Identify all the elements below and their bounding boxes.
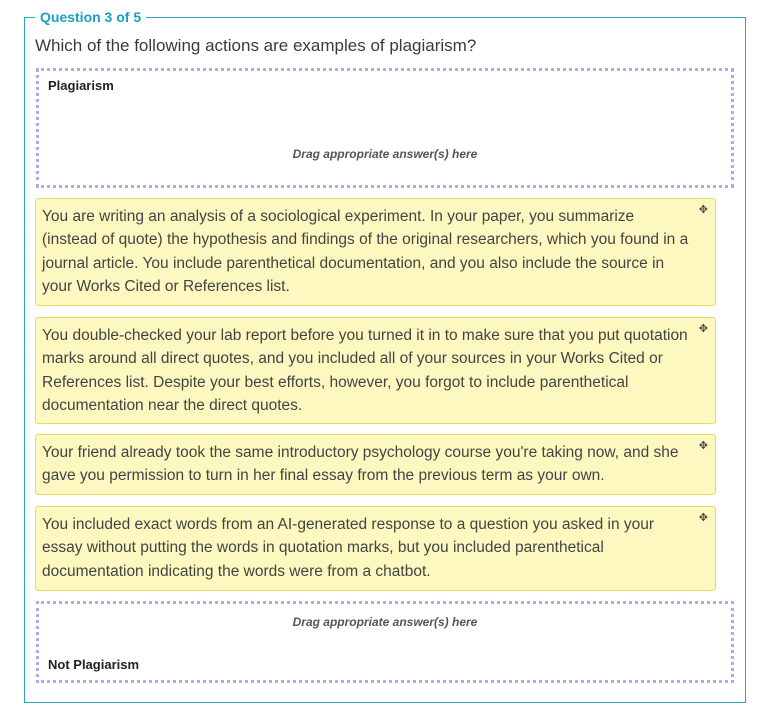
move-arrows-icon[interactable]: ✥ — [698, 323, 708, 335]
answer-card[interactable] — [35, 317, 716, 424]
question-counter: Question 3 of 5 — [35, 8, 146, 26]
answer-card[interactable] — [35, 434, 716, 495]
drop-zone-title: Not Plagiarism — [48, 657, 140, 672]
move-arrows-icon[interactable]: ✥ — [698, 204, 708, 216]
drop-zone-hint: Drag appropriate answer(s) here — [292, 147, 478, 161]
answer-text: You are writing an analysis of a sociological experiment. In your paper, you summarize (instead of quote) the hypothesis and findings of the original researchers, which you found in a journal article. You include parenthetical documentation, and you also include the source in your Works Cited or References list. — [42, 208, 689, 295]
plagiarism-drop-zone[interactable] — [36, 68, 734, 188]
answer-text: Your friend already took the same introductory psychology course you're taking now, and she gave you permission to turn in her final essay from the previous term as your own. — [42, 444, 679, 485]
move-arrows-icon[interactable]: ✥ — [698, 440, 708, 452]
answer-text: You double-checked your lab report before you turned it in to make sure that you put quotation marks around all direct quotes, and you included all of your sources in your Works Cited or References list. Despite your best efforts, however, you forgot to include parenthetical documentation near the direct quotes. — [42, 327, 688, 414]
drop-zone-hint: Drag appropriate answer(s) here — [292, 615, 478, 629]
answer-text: You included exact words from an AI-generated response to a question you asked in your essay without putting the words in quotation marks, but you included parenthetical documentation indicating the words were from a chatbot. — [42, 516, 655, 580]
drop-zone-title: Plagiarism — [48, 78, 114, 93]
answer-card[interactable] — [35, 198, 716, 306]
not-plagiarism-drop-zone[interactable] — [36, 601, 734, 683]
question-text: Which of the following actions are examples of plagiarism? — [35, 36, 477, 55]
answer-card[interactable] — [35, 506, 716, 591]
move-arrows-icon[interactable]: ✥ — [698, 512, 708, 524]
